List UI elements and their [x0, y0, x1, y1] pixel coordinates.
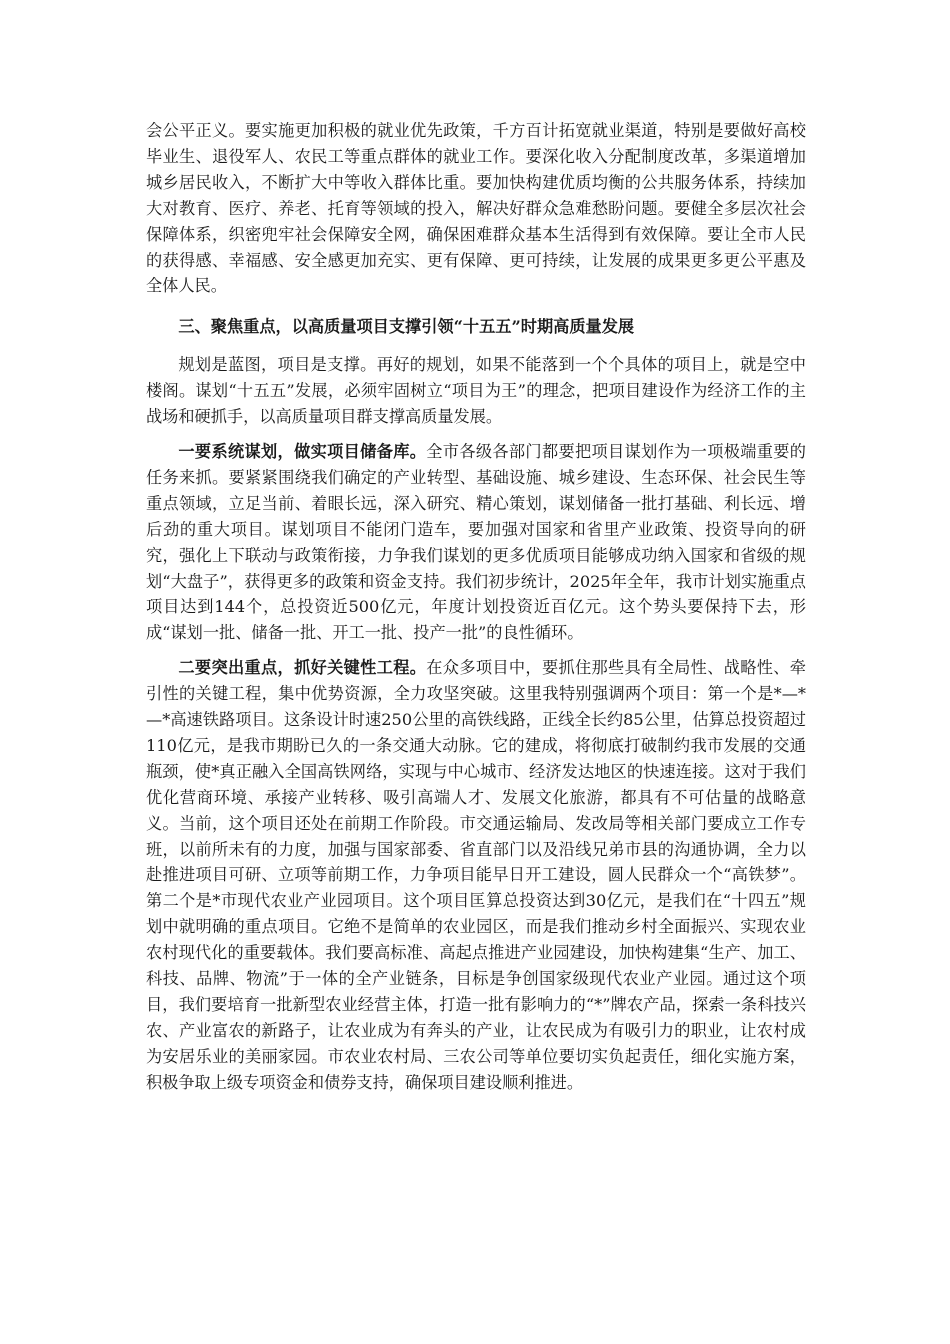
paragraph-lead-2: 二要突出重点，抓好关键性工程。 [178, 658, 427, 678]
paragraph-planning-blueprint: 规划是蓝图，项目是支撑。再好的规划，如果不能落到一个个具体的项目上，就是空中楼阁。谋划“十五五”发展，必须牢固树立“项目为王”的理念，把项目建设作为经济工作的主战场和硬抓手，以高质量项目群支撑高质量发展。 [146, 355, 806, 427]
paragraph-lead-1: 一要系统谋划，做实项目储备库。 [178, 441, 427, 461]
paragraph-body-2: 在众多项目中，要抓住那些具有全局性、战略性、牵引性的关键工程，集中优势资源，全力攻坚突破。这里我特别强调两个项目：第一个是*—*—*高速铁路项目。这条设计时速250公里的高铁线路，正线全长约85公里，估算总投资超过110亿元，是我市期盼已久的一条交通大动脉。它的建成，将彻底打破制约我市发展的交通瓶颈，使*真正融入全国高铁网络，实现与中心城市、经济发达地区的快速连接。这对于我们优化营商环境、承接产业转移、吸引高端人才、发展文化旅游，都具有不可估量的战略意义。当前，这个项目还处在前期工作阶段。市交通运输局、发改局等相关部门要成立工作专班，以前所未有的力度，加强与国家部委、省直部门以及沿线兄弟市县的沟通协调，全力以赴推进项目可研、立项等前期工作，力争项目能早日开工建设，圆人民群众一个“高铁梦”。第二个是*市现代农业产业园项目。这个项目匡算总投资达到30亿元，是我们在“十四五”规划中就明确的重点项目。它绝不是简单的农业园区，而是我们推动乡村全面振兴、实现农业农村现代化的重要载体。我们要高标准、高起点推进产业园建设，加快构建集“生产、加工、科技、品牌、物流”于一体的全产业链条，目标是争创国家级现代农业产业园。通过这个项目，我们要培育一批新型农业经营主体，打造一批有影响力的“*”牌农产品，探索一条科技兴农、产业富农的新路子，让农业成为有奔头的产业，让农民成为有吸引力的职业，让农村成为安居乐业的美丽家园。市农业农村局、三农公司等单位要切实负起责任，细化实施方案，积极争取上级专项资金和债券支持，确保项目建设顺利推进。 [146, 658, 806, 1092]
paragraph-body-1: 全市各级各部门都要把项目谋划作为一项极端重要的任务来抓。要紧紧围绕我们确定的产业转型、基础设施、城乡建设、生态环保、社会民生等重点领域，立足当前、着眼长远，深入研究、精心策划，谋划储备一批打基础、利长远、增后劲的重大项目。谋划项目不能闭门造车，要加强对国家和省里产业政策、投资导向的研究，强化上下联动与政策衔接，力争我们谋划的更多优质项目能够成功纳入国家和省级的规划“大盘子”，获得更多的政策和资金支持。我们初步统计，2025年全年，我市计划实施重点项目达到144个，总投资近500亿元，年度计划投资近百亿元。这个势头要保持下去，形成“谋划一批、储备一批、开工一批、投产一批”的良性循环。 [146, 441, 806, 643]
paragraph-social-equity: 会公平正义。要实施更加积极的就业优先政策，千方百计拓宽就业渠道，特别是要做好高校毕业生、退役军人、农民工等重点群体的就业工作。要深化收入分配制度改革，多渠道增加城乡居民收入，不断扩大中等收入群体比重。要加快构建优质均衡的公共服务体系，持续加大对教育、医疗、养老、托育等领域的投入，解决好群众急难愁盼问题。要健全多层次社会保障体系，织密兜牢社会保障安全网，确保困难群众基本生活得到有效保障。要让全市人民的获得感、幸福感、安全感更加充实、更有保障、更可持续，让发展的成果更多更公平惠及全体人民。 [146, 121, 806, 296]
paragraph-key-projects [146, 655, 806, 1095]
paragraph-project-reserve [146, 439, 806, 646]
document-page [146, 118, 806, 1096]
section-heading-3: 三、聚焦重点，以高质量项目支撑引领“十五五”时期高质量发展 [178, 317, 635, 337]
